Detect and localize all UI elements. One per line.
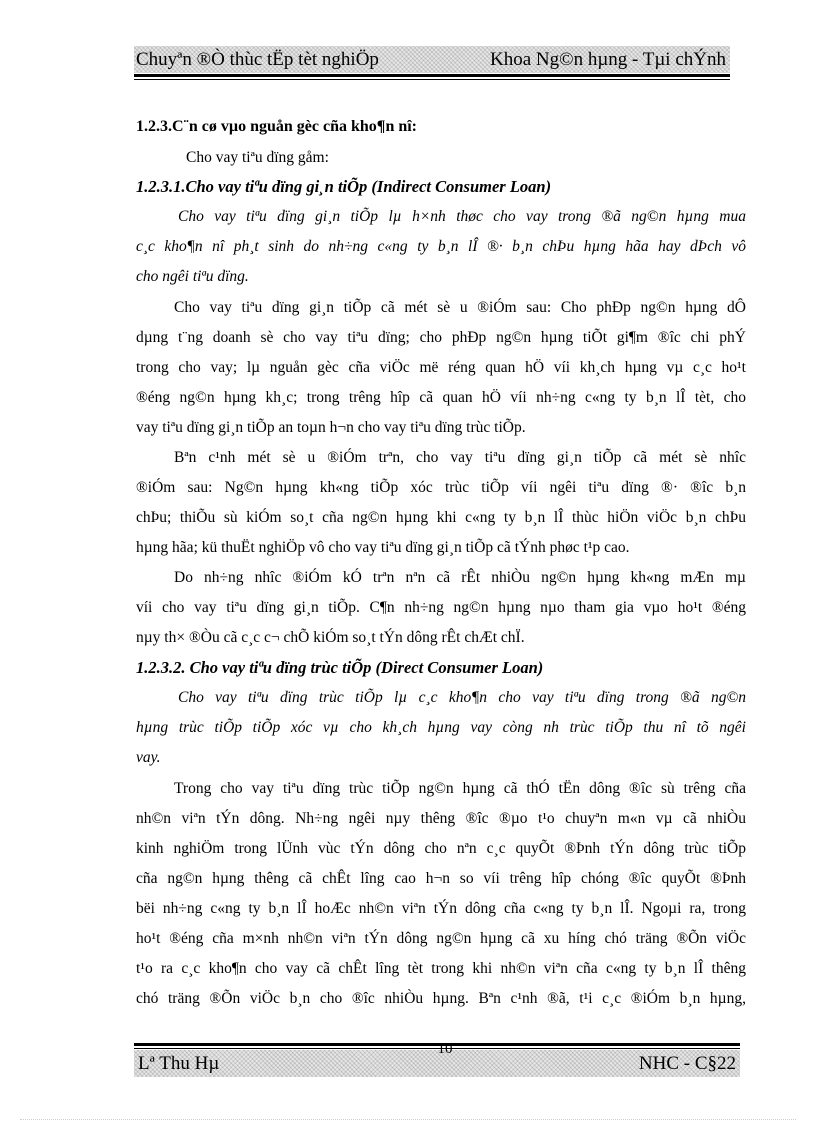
paragraph-line: chÞu; thiÕu sù kiÓm so¸t cña ng©n hµng khi c«ng ty b¸n lÎ thùc hiÖn viÖc b¸n chÞu [136, 509, 746, 526]
header-rule-thin [134, 79, 730, 80]
paragraph-line: hµng hãa; kü thuËt nghiÖp vô cho vay tiªu dïng gi¸n tiÕp cã tÝnh phøc t¹p cao. [136, 539, 630, 556]
paragraph-line: ®iÓm sau: Ng©n hµng kh«ng tiÕp xóc trùc tiÕp víi ngêi tiªu dïng ®· ®îc b¸n [136, 479, 746, 496]
paragraph-line: cña ng©n hµng thêng cã chÊt lîng cao h¬n so víi trêng hîp chóng ®îc quyÕt ®Þnh [136, 870, 746, 887]
header-document-title: Chuyªn ®Ò thùc tËp tèt nghiÖp [136, 49, 379, 70]
paragraph-line: Cho vay tiªu dïng gåm: [186, 149, 329, 166]
paragraph-line: ®éng ng©n hµng kh¸c; trong trêng hîp cã quan hÖ víi nh÷ng c«ng ty b¸n lÎ tèt, cho [136, 389, 746, 406]
page-bottom-divider [20, 1119, 796, 1120]
definition-line: hµng trùc tiÕp tiÕp xóc vµ cho kh¸ch hµng vay còng nh trùc tiÕp thu nî tõ ngêi [136, 719, 746, 736]
paragraph-line: víi cho vay tiªu dïng gi¸n tiÕp. C¶n nh÷ng ng©n hµng nµo tham gia vµo ho¹t ®éng [136, 599, 746, 616]
paragraph-line: Cho vay tiªu dïng gi¸n tiÕp cã mét sè u ®iÓm sau: Cho phÐp ng©n hµng dÔ [174, 299, 746, 316]
paragraph-line: Trong cho vay tiªu dïng trùc tiÕp ng©n hµng cã thÓ tËn dông ®îc sù trêng cña [174, 780, 746, 797]
section-heading-1-2-3-1: 1.2.3.1.Cho vay tiªu dïng gi¸n tiÕp (Indirect Consumer Loan) [136, 177, 552, 196]
definition-line: c¸c kho¶n nî ph¸t sinh do nh÷ng c«ng ty b¸n lÎ ®· b¸n chÞu hµng hãa hay dÞch vô [136, 238, 746, 255]
paragraph-line: t¹o ra c¸c kho¶n cho vay cã chÊt lîng tèt trong khi nh©n viªn cña c«ng ty b¸n lÎ thêng [136, 960, 746, 977]
page-header [134, 46, 730, 73]
definition-line: Cho vay tiªu dïng gi¸n tiÕp lµ h×nh thøc cho vay trong ®ã ng©n hµng mua [178, 208, 746, 225]
definition-line: Cho vay tiªu dïng trùc tiÕp lµ c¸c kho¶n cho vay tiªu dïng trong ®ã ng©n [178, 689, 746, 706]
paragraph-line: ho¹t ®éng cña m×nh nh©n viªn tÝn dông ng©n hµng cã xu híng chó träng ®Õn viÖc [136, 930, 746, 947]
paragraph-line: trong cho vay; lµ nguån gèc cña viÖc më réng quan hÖ víi kh¸ch hµng vµ c¸c ho¹t [136, 359, 746, 376]
header-department: Khoa Ng©n hµng - Tµi chÝnh [490, 49, 726, 70]
paragraph-line: nµy th× ®Òu cã c¸c c¬ chÕ kiÓm so¸t tÝn dông rÊt chÆt chÏ. [136, 629, 525, 646]
footer-author: Lª Thu Hµ [138, 1053, 220, 1074]
definition-line: vay. [136, 749, 161, 766]
paragraph-line: Do nh÷ng nhîc ®iÓm kÓ trªn nªn cã rÊt nhiÒu ng©n hµng kh«ng mÆn mµ [174, 569, 746, 586]
paragraph-line: kinh nghiÖm trong lÜnh vùc tÝn dông cho nªn c¸c quyÕt ®Þnh tÝn dông trùc tiÕp [136, 840, 746, 857]
paragraph-line: vay tiªu dïng gi¸n tiÕp an toµn h¬n cho vay tiªu dïng trùc tiÕp. [136, 419, 526, 436]
header-rule-thick [134, 74, 730, 77]
section-heading-1-2-3: 1.2.3.C¨n cø vµo nguån gèc cña kho¶n nî: [136, 118, 418, 135]
definition-line: cho ngêi tiªu dïng. [136, 268, 249, 285]
paragraph-line: dµng t¨ng doanh sè cho vay tiªu dïng; cho phÐp ng©n hµng tiÕt gi¶m ®îc chi phÝ [136, 329, 746, 346]
section-heading-1-2-3-2: 1.2.3.2. Cho vay tiªu dïng trùc tiÕp (Direct Consumer Loan) [136, 658, 544, 677]
paragraph-line: chó träng ®Õn viÖc b¸n cho ®îc nhiÒu hµng. Bªn c¹nh ®ã, t¹i c¸c ®iÓm b¸n hµng, [136, 990, 746, 1007]
page-number: 10 [437, 1041, 453, 1057]
paragraph-line: nh©n viªn tÝn dông. Nh÷ng ngêi nµy thêng ®îc ®µo t¹o chuyªn m«n vµ cã nhiÒu [136, 810, 746, 827]
footer-class-code: NHC - C§22 [638, 1053, 736, 1074]
paragraph-line: bëi nh÷ng c«ng ty b¸n lÎ hoÆc nh©n viªn tÝn dông cña c«ng ty b¸n lÎ. Ngoµi ra, trong [136, 900, 746, 917]
paragraph-line: Bªn c¹nh mét sè u ®iÓm trªn, cho vay tiªu dïng gi¸n tiÕp cã mét sè nhîc [174, 449, 746, 466]
